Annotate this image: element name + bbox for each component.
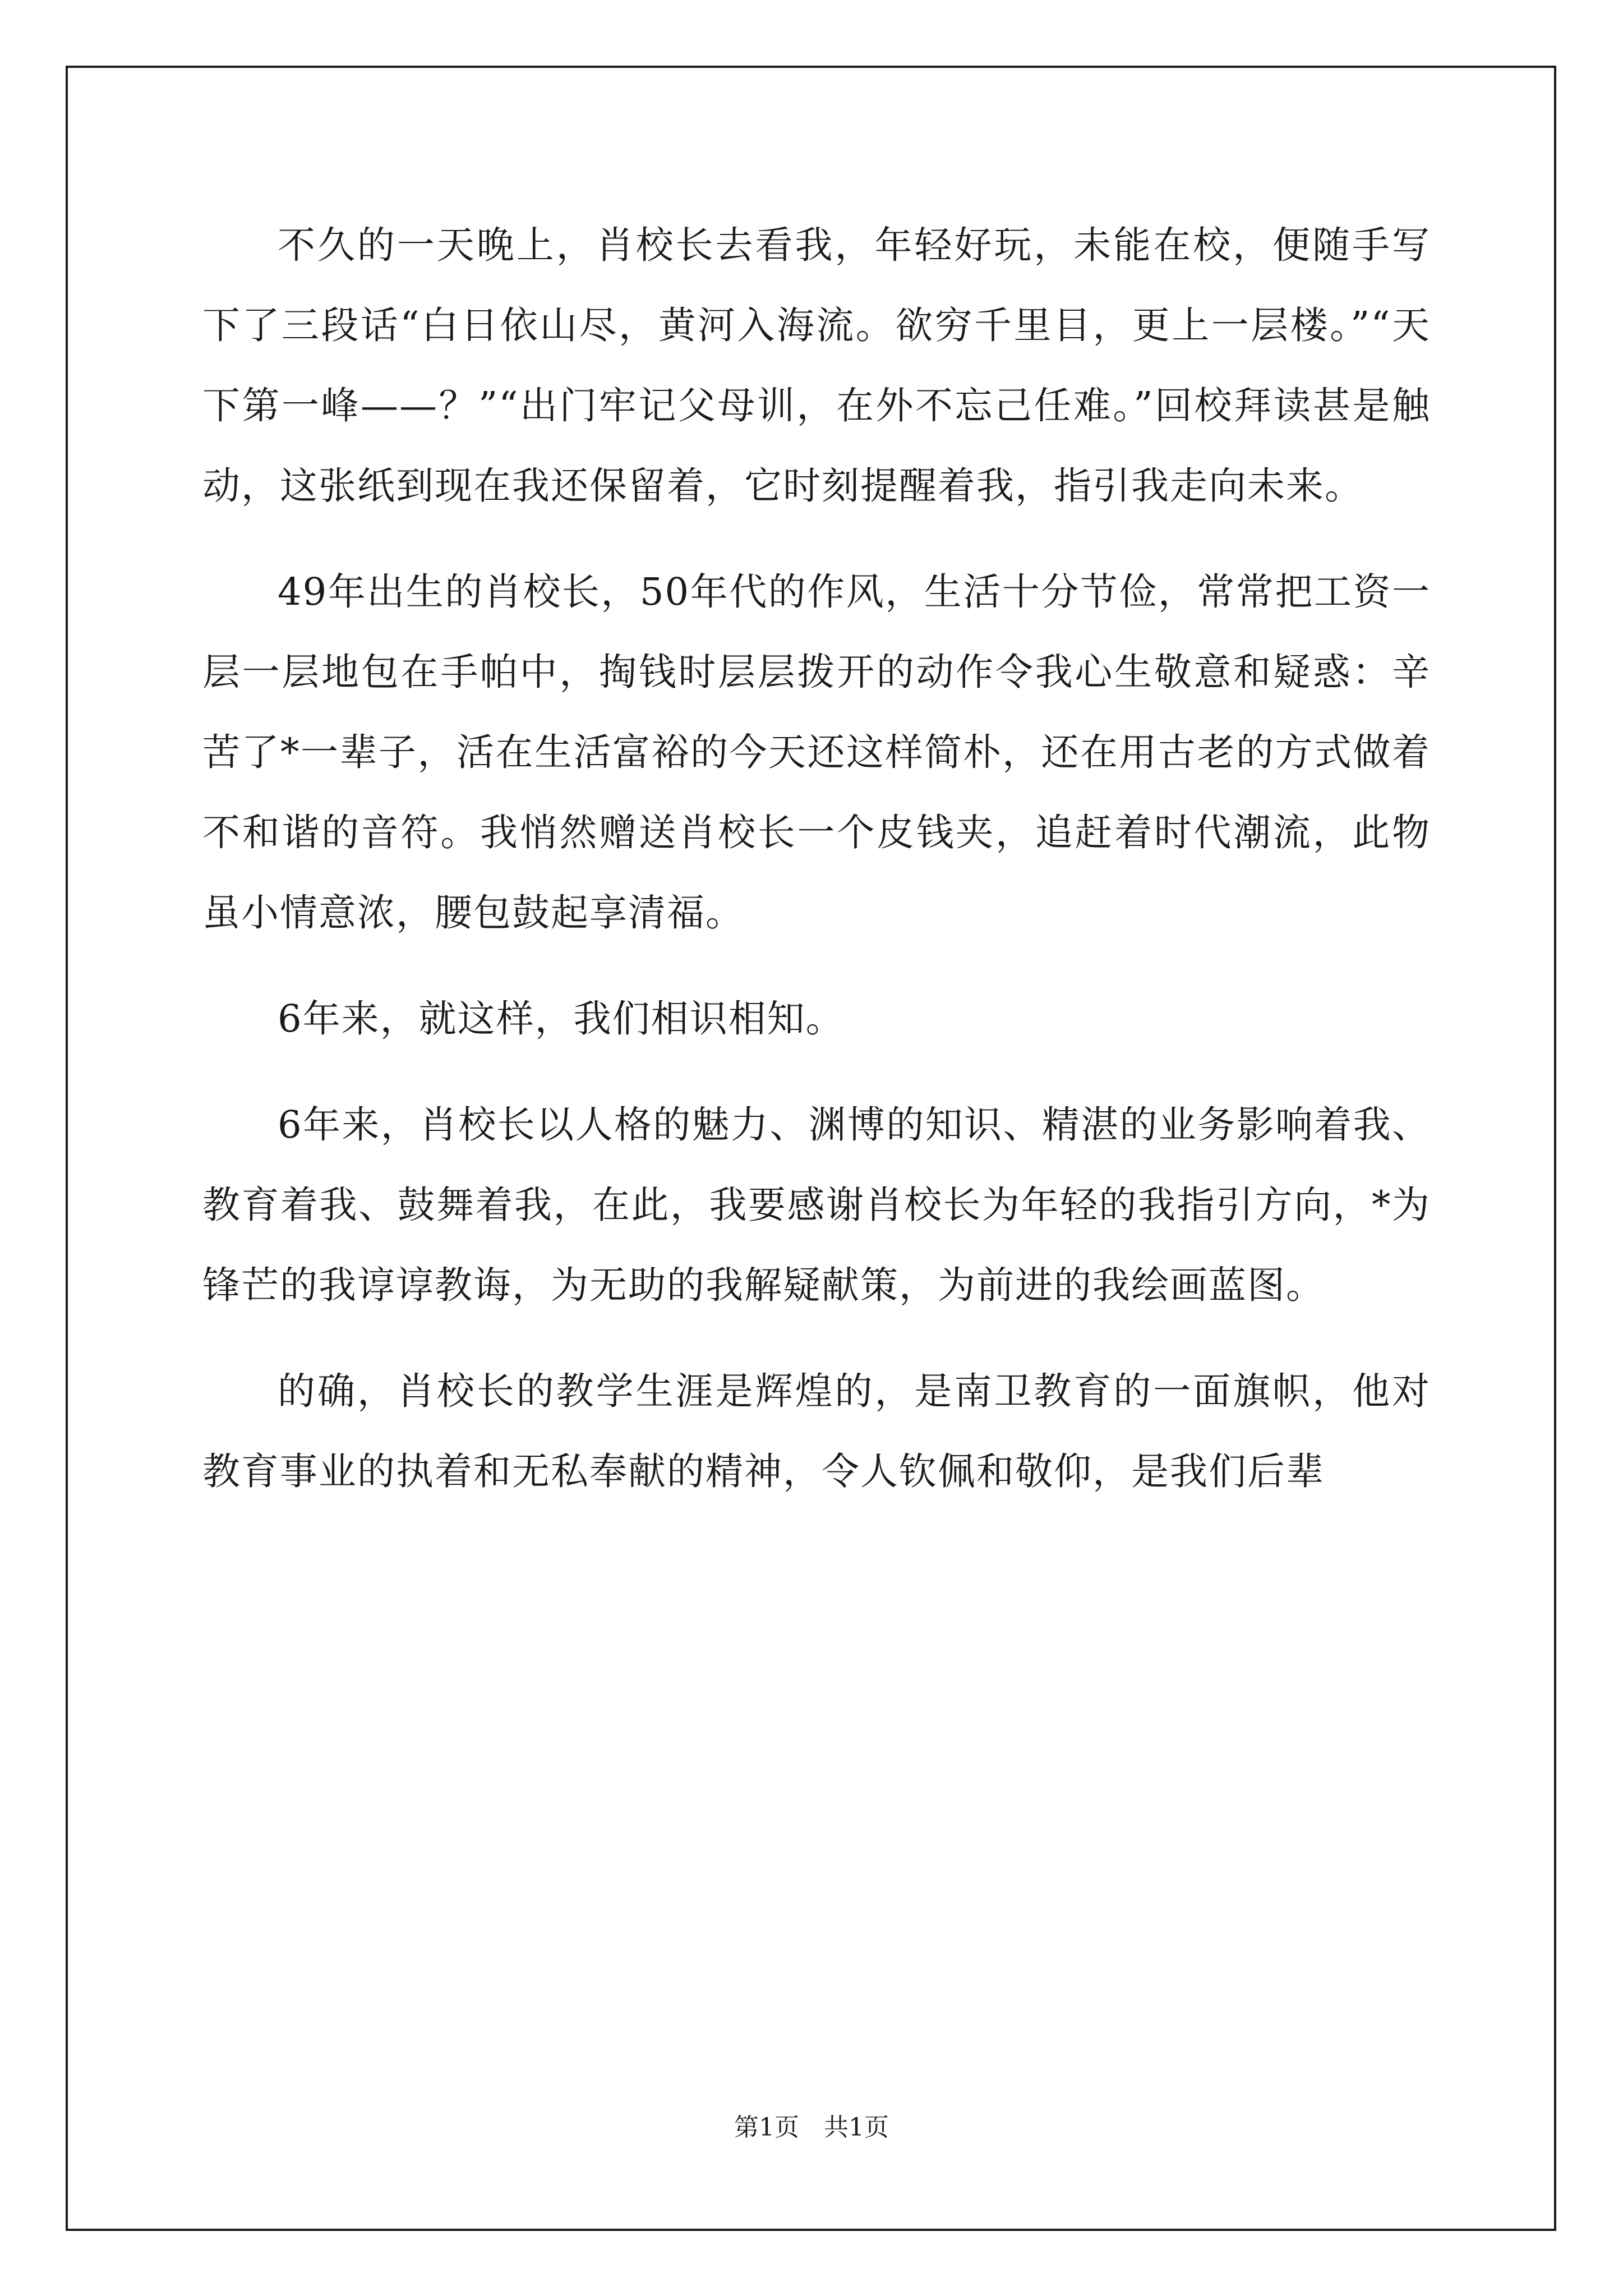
paragraph: 6年来，肖校长以人格的魅力、渊博的知识、精湛的业务影响着我、教育着我、鼓舞着我，在此，我要感谢肖校长为年轻的我指引方向，*为锋芒的我谆谆教诲，为无助的我解疑献策，为前进的我绘画蓝图。 — [202, 1103, 1431, 1307]
paragraph: 6年来，就这样，我们相识相知。 — [278, 997, 845, 1041]
paragraph: 49年出生的肖校长，50年代的作风，生活十分节俭，常常把工资一层一层地包在手帕中，掏钱时层层拨开的动作令我心生敬意和疑惑：辛苦了*一辈子，活在生活富裕的今天还这样简朴，还在用古老的方式做着不和谐的音符。我悄然赠送肖校长一个皮钱夹，追赶着时代潮流，此物虽小情意浓，腰包鼓起享清福。 — [202, 570, 1431, 935]
page-number-footer: 第1页 共1页 — [734, 2113, 889, 2142]
paragraph: 的确，肖校长的教学生涯是辉煌的，是南卫教育的一面旗帜，他对教育事业的执着和无私奉献的精神，令人钦佩和敬仰，是我们后辈 — [202, 1369, 1431, 1493]
document-body — [202, 205, 1431, 1512]
paragraph: 不久的一天晚上，肖校长去看我，年轻好玩，未能在校，便随手写下了三段话“白日依山尽，黄河入海流。欲穷千里目，更上一层楼。”“天下第一峰——？”“出门牢记父母训，在外不忘己任难。”回校拜读甚是触动，这张纸到现在我还保留着，它时刻提醒着我，指引我走向未来。 — [202, 223, 1431, 508]
